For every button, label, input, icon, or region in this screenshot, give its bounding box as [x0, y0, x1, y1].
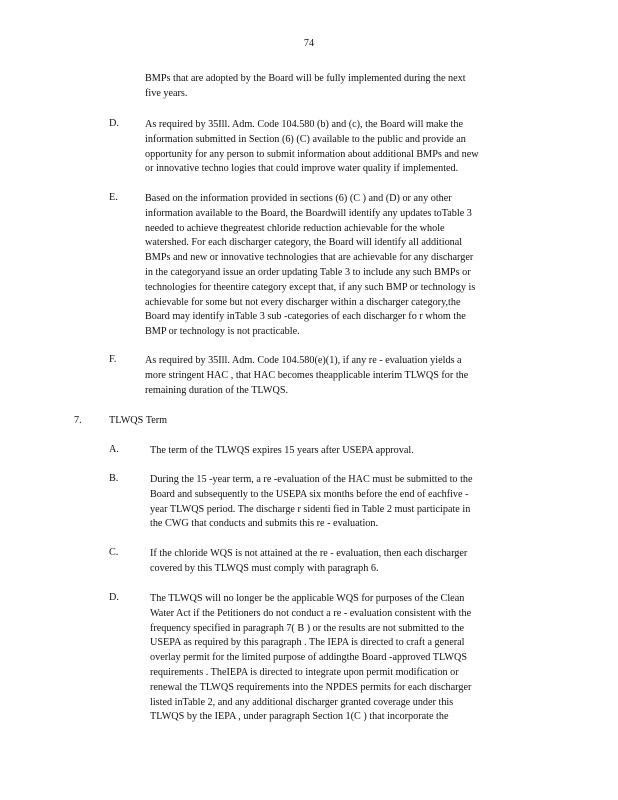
section-number: 7. [74, 415, 82, 426]
text-line: watershed. For each discharger category, the Board will identify all additional [145, 237, 463, 249]
page-number: 74 [303, 38, 315, 49]
text-line: year TLWQS period. The discharge r sidenti fied in Table 2 must participate in [150, 503, 471, 515]
text-line: overlay permit for the limited purpose of addingthe Board -approved TLWQS [150, 652, 468, 664]
text-line: achievable for some but not every discharger within a discharger category,the [145, 296, 461, 308]
text-line: Water Act if the Petitioners do not conduct a re - evaluation consistent with the [150, 607, 472, 619]
text-line: As required by 35Ill. Adm. Code 104.580 (b) and (c), the Board will make the [145, 119, 464, 130]
item-label-b: B. [109, 473, 119, 484]
continuation-paragraph [145, 72, 517, 102]
item-b-paragraph [150, 473, 530, 532]
text-line: As required by 35Ill. Adm. Code 104.580(e)(1), if any re - evaluation yields a [145, 355, 462, 366]
text-line: Board and subsequently to the USEPA six months before the end of eachfive - [150, 488, 469, 500]
text-line: Based on the information provided in sections (6) (C ) and (D) or any other [145, 193, 452, 204]
item-label-d2: D. [109, 592, 119, 603]
item-label-a: A. [109, 444, 119, 455]
item-label-e: E. [109, 192, 118, 203]
text-line: If the chloride WQS is not attained at the re - evaluation, then each discharger [150, 548, 468, 559]
text-line: five years. [145, 87, 188, 99]
item-d2-paragraph [150, 592, 520, 725]
text-line: or innovative techno logies that could improve water quality if implemented. [145, 163, 459, 175]
text-line: information available to the Board, the Boardwill identify any updates toTable 3 [145, 207, 472, 219]
text-line: the CWG that conducts and submits this re - evaluation. [150, 518, 379, 530]
text-line: needed to achieve thegreatest chloride reduction achievable for the whole [145, 222, 445, 234]
text-line: During the 15 -year term, a re -evaluation of the HAC must be submitted to the [150, 474, 473, 485]
text-line: The TLWQS will no longer be the applicable WQS for purposes of the Clean [150, 593, 465, 604]
text-line: in the categoryand issue an order updating Table 3 to include any such BMPs or [145, 266, 471, 278]
item-f-paragraph [145, 354, 517, 398]
text-line: USEPA as required by this paragraph . The IEPA is directed to craft a general [150, 637, 465, 649]
item-label-f: F. [109, 354, 117, 365]
item-a-paragraph [150, 444, 520, 459]
text-line: frequency specified in paragraph 7( B ) or the results are not submitted to the [150, 622, 465, 634]
text-line: BMPs that are adopted by the Board will be fully implemented during the next [145, 73, 466, 84]
item-label-d: D. [109, 118, 119, 129]
item-e-paragraph [145, 192, 537, 340]
text-line: information submitted in Section (6) (C) available to the public and provide an [145, 133, 466, 145]
text-line: BMPs and new or innovative technologies that are achievable for any discharger [145, 252, 474, 264]
item-c-paragraph [150, 547, 520, 577]
text-line: technologies for theentire category except that, if any such BMP or technology is [145, 281, 476, 293]
text-line: The term of the TLWQS expires 15 years after USEPA approval. [150, 445, 414, 456]
text-line: renewal the TLWQS requirements into the NPDES permits for each discharger [150, 681, 472, 693]
item-label-c: C. [109, 547, 119, 558]
text-line: BMP or technology is not practicable. [145, 326, 300, 338]
text-line: requirements . TheIEPA is directed to integrate upon permit modification or [150, 666, 459, 678]
text-line: Board may identify inTable 3 sub -categories of each discharger fo r whom the [145, 311, 466, 323]
text-line: opportunity for any person to submit information about additional BMPs and new [145, 148, 479, 160]
text-line: more stringent HAC , that HAC becomes theapplicable interim TLWQS for the [145, 369, 469, 381]
text-line: covered by this TLWQS must comply with paragraph 6. [150, 562, 379, 574]
item-d-paragraph [145, 118, 517, 177]
text-line: TLWQS by the IEPA , under paragraph Section 1(C ) that incorporate the [150, 711, 449, 723]
text-line: remaining duration of the TLWQS. [145, 384, 289, 396]
section-title: TLWQS Term [109, 415, 168, 426]
text-line: listed inTable 2, and any additional discharger granted coverage under this [150, 696, 454, 708]
